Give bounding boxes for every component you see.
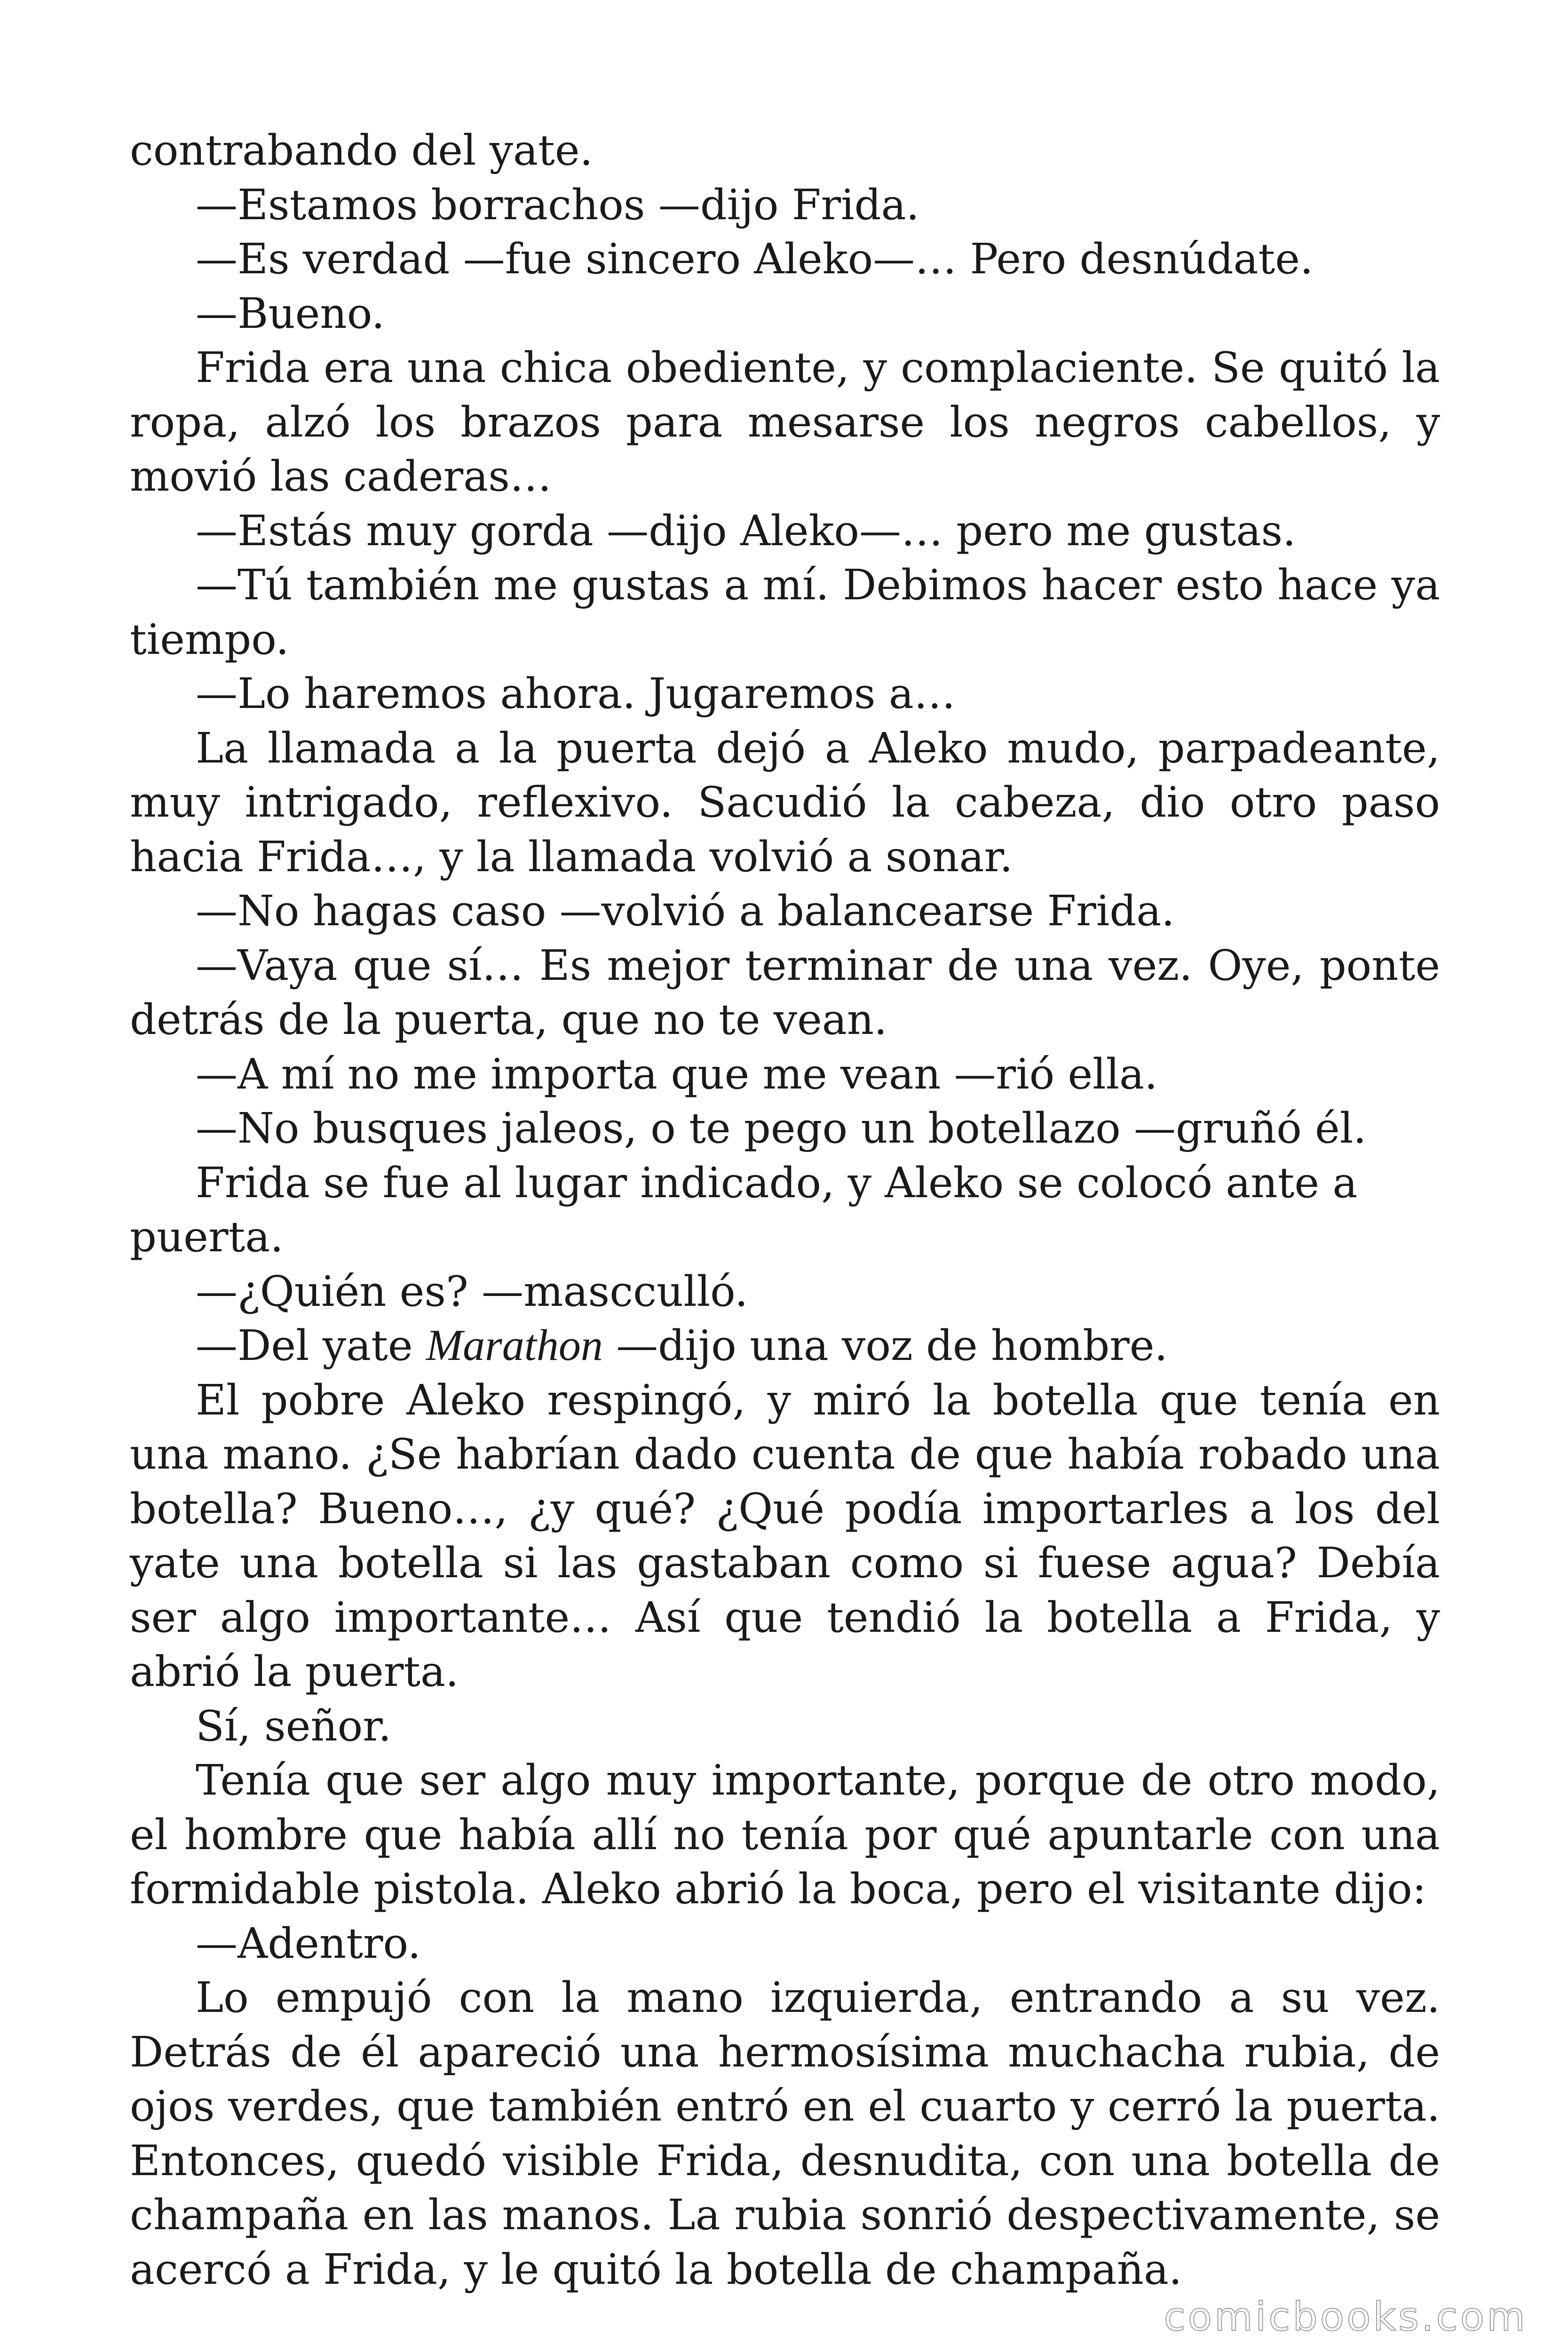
dialogue-line: —Bueno.: [196, 288, 385, 338]
dialogue-text-after: —dijo una voz de hombre.: [602, 1321, 1168, 1370]
narration-paragraph: Frida se fue al lugar indicado, y Aleko se colocó ante a puerta.: [130, 1158, 1358, 1261]
book-page-text: [130, 123, 1440, 2296]
narration-paragraph: Sí, señor.: [196, 1701, 392, 1750]
dialogue-line: —Estamos borrachos —dijo Frida.: [196, 180, 919, 229]
dialogue-line: —Tú también me gustas a mí. Debimos hacer esto hace ya tiempo.: [130, 560, 1440, 664]
dialogue-line: —Estás muy gorda —dijo Aleko—… pero me gustas.: [196, 506, 1296, 555]
watermark-logo: comicbooks.com: [1164, 2294, 1528, 2340]
dialogue-line: —A mí no me importa que me vean —rió ella.: [196, 1049, 1158, 1098]
dialogue-line: —Adentro.: [196, 1918, 421, 1968]
narration-paragraph: Tenía que ser algo muy importante, porque de otro modo, el hombre que había allí no tenía por qué apuntarle con una formidable pistola. Aleko abrió la boca, pero el visitante dijo:: [130, 1756, 1440, 1913]
ship-name-italic: Marathon: [426, 1321, 603, 1370]
dialogue-text-before: —Del yate: [196, 1321, 426, 1370]
dialogue-line: —No hagas caso —volvió a balancearse Frida.: [196, 886, 1175, 935]
dialogue-line: —Lo haremos ahora. Jugaremos a…: [196, 669, 956, 718]
dialogue-line: —¿Quién es? —mascculló.: [196, 1266, 748, 1316]
dialogue-line: —Vaya que sí… Es mejor terminar de una vez. Oye, ponte detrás de la puerta, que no te vean.: [130, 940, 1440, 1044]
narration-paragraph: Lo empujó con la mano izquierda, entrando a su vez. Detrás de él apareció una hermosísima muchacha rubia, de ojos verdes, que también entró en el cuarto y cerró la puerta. Entonces, quedó visible Frida, desnudita, con una botella de champaña en las manos. La rubia sonrió despectivamente, se acercó a Frida, y le quitó la botella de champaña.: [130, 1973, 1440, 2294]
dialogue-line: —No busques jaleos, o te pego un botellazo —gruñó él.: [196, 1104, 1367, 1152]
narration-paragraph: Frida era una chica obediente, y complaciente. Se quitó la ropa, alzó los brazos para mesarse los negros cabellos, y movió las caderas…: [130, 343, 1440, 501]
paragraph-continuation: contrabando del yate.: [130, 126, 593, 175]
dialogue-line: —Es verdad —fue sincero Aleko—… Pero desnúdate.: [196, 234, 1314, 283]
narration-paragraph: El pobre Aleko respingó, y miró la botella que tenía en una mano. ¿Se habrían dado cuenta de que había robado una botella? Bueno…, ¿y qué? ¿Qué podía importarles a los del yate una botella si las gastaban como si fuese agua? Debía ser algo importante… Así que tendió la botella a Frida, y abrió la puerta.: [130, 1375, 1440, 1696]
narration-paragraph: La llamada a la puerta dejó a Aleko mudo, parpadeante, muy intrigado, reflexivo. Sacudió la cabeza, dio otro paso hacia Frida…, y la llamada volvió a sonar.: [130, 723, 1440, 881]
dialogue-line-with-ship-name: [130, 1319, 1440, 1373]
